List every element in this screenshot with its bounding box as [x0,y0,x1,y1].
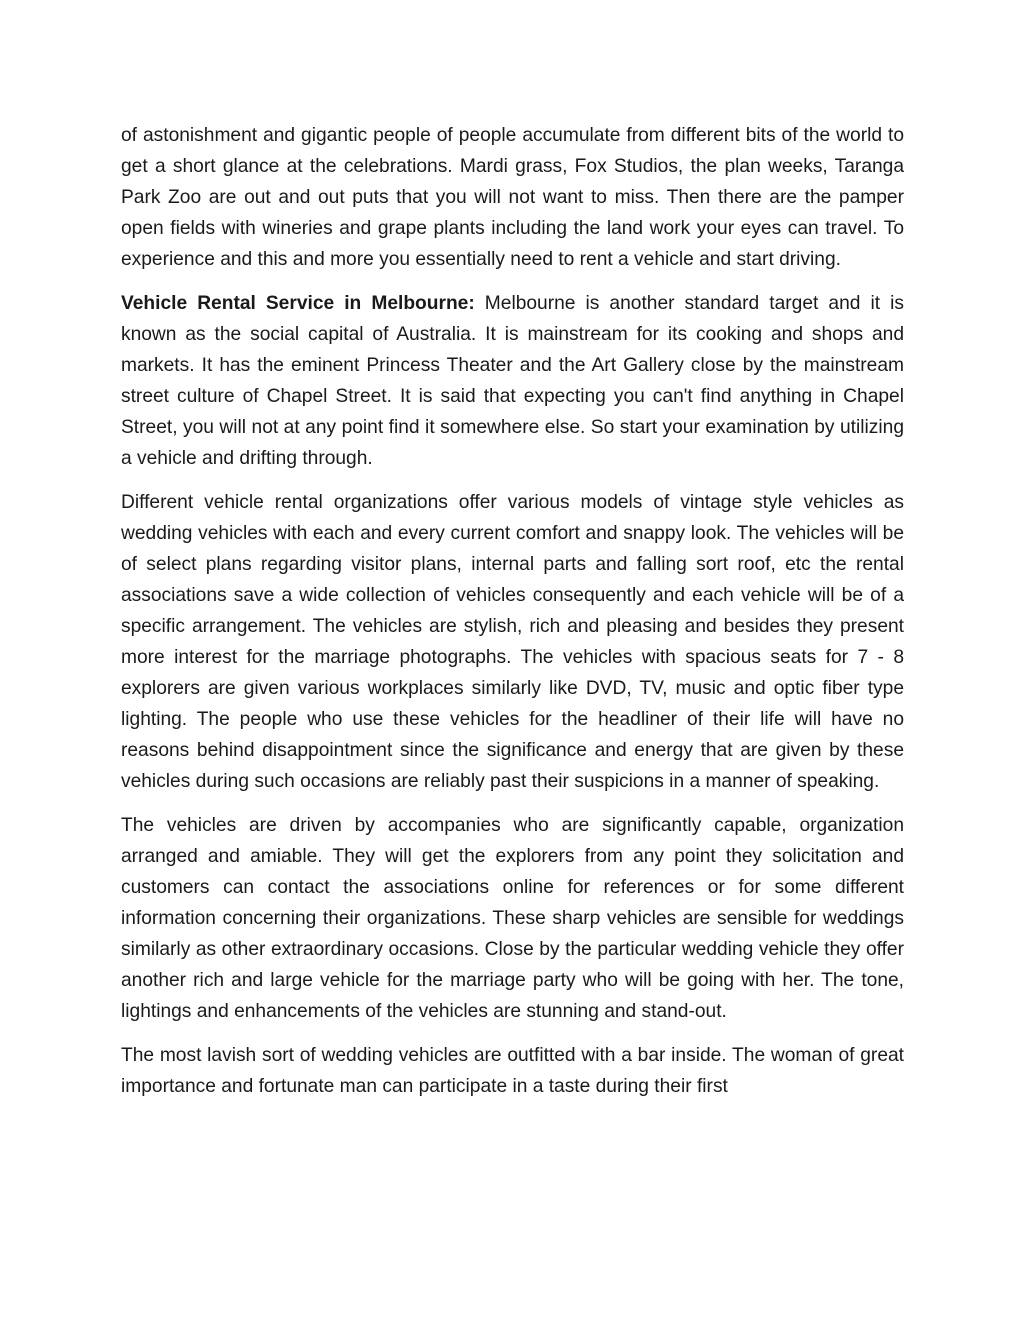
paragraph-drivers [121,810,904,1027]
paragraph-lavish [121,1040,904,1102]
section-heading: Vehicle Rental Service in Melbourne: [121,293,475,314]
paragraph-text: The most lavish sort of wedding vehicles are outfitted with a bar inside. The woman of great importance and fortunate man can participate in a taste during their first [121,1045,904,1097]
paragraph-text: The vehicles are driven by accompanies who are significantly capable, organization arranged and amiable. They will get the explorers from any point they solicitation and customers can contact the associations online for references or for some different information concerning their organizations. These sharp vehicles are sensible for weddings similarly as other extraordinary occasions. Close by the particular wedding vehicle they offer another rich and large vehicle for the marriage party who will be going with her. The tone, lightings and enhancements of the vehicles are stunning and stand-out. [121,815,904,1022]
document-page [121,120,904,1115]
paragraph-text: Different vehicle rental organizations offer various models of vintage style vehicles as wedding vehicles with each and every current comfort and snappy look. The vehicles will be of select plans regarding visitor plans, internal parts and falling sort roof, etc the rental associations save a wide collection of vehicles consequently and each vehicle will be of a specific arrangement. The vehicles are stylish, rich and pleasing and besides they present more interest for the marriage photographs. The vehicles with spacious seats for 7 - 8 explorers are given various workplaces similarly like DVD, TV, music and optic fiber type lighting. The people who use these vehicles for the headliner of their life will have no reasons behind disappointment since the significance and energy that are given by these vehicles during such occasions are reliably past their suspicions in a manner of speaking. [121,492,904,792]
paragraph-intro [121,120,904,275]
paragraph-vintage-vehicles [121,487,904,797]
paragraph-melbourne [121,288,904,474]
paragraph-text: of astonishment and gigantic people of people accumulate from different bits of the world to get a short glance at the celebrations. Mardi grass, Fox Studios, the plan weeks, Taranga Park Zoo are out and out puts that you will not want to miss. Then there are the pamper open fields with wineries and grape plants including the land work your eyes can travel. To experience and this and more you essentially need to rent a vehicle and start driving. [121,125,904,270]
paragraph-text: Melbourne is another standard target and it is known as the social capital of Australia. It is mainstream for its cooking and shops and markets. It has the eminent Princess Theater and the Art Gallery close by the mainstream street culture of Chapel Street. It is said that expecting you can't find anything in Chapel Street, you will not at any point find it somewhere else. So start your examination by utilizing a vehicle and drifting through. [121,293,904,469]
